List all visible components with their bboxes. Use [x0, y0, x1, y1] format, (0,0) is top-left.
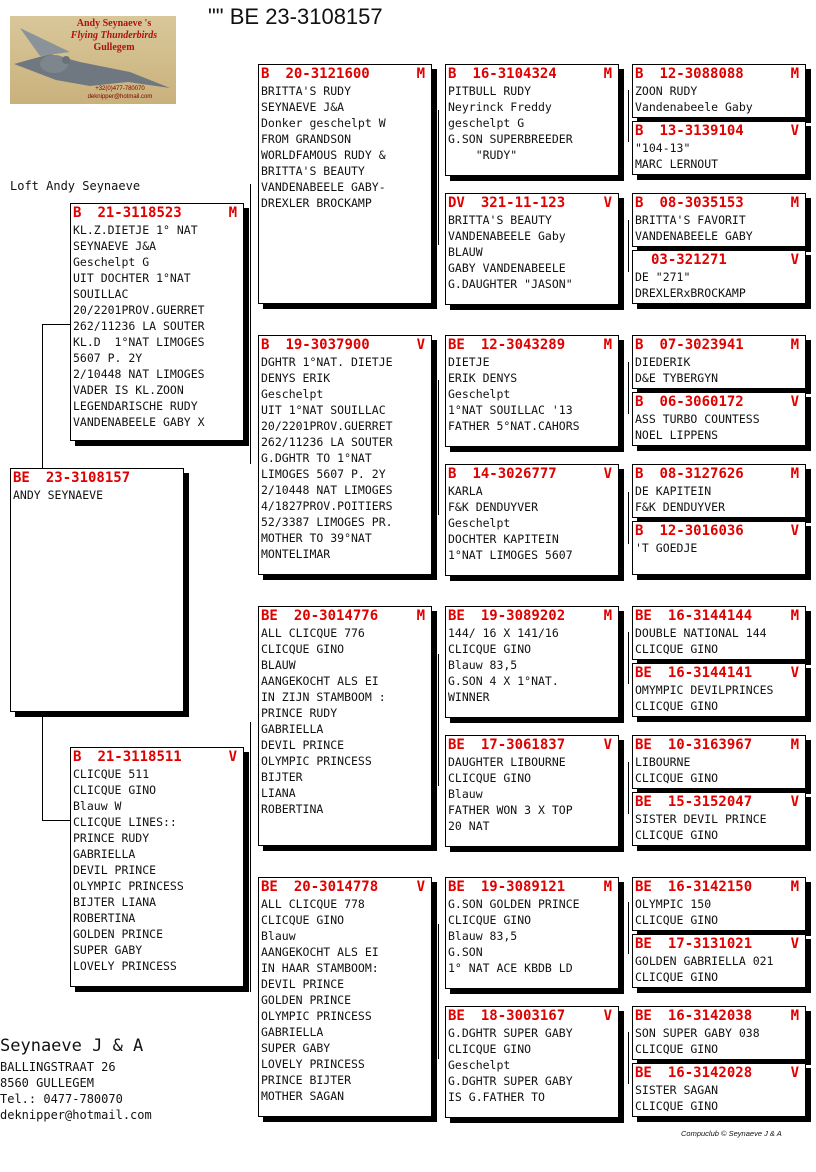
card-line: G.DGHTR TO 1°NAT [261, 451, 372, 465]
card-line: BLAUW [448, 245, 483, 259]
ring-number: 19-3089121 [480, 879, 566, 895]
connector [250, 184, 251, 464]
pedigree-card-g1-3 [258, 606, 432, 846]
owner-phone: Tel.: 0477-780070 [0, 1092, 123, 1106]
card-line: CLICQUE GINO [635, 699, 719, 713]
sex-code: M [603, 879, 612, 895]
connector [42, 324, 70, 325]
card-line: DENYS ERIK [261, 371, 331, 385]
ring-prefix: BE [635, 794, 652, 810]
logo-phone: +32(0)477-780070 [95, 86, 145, 92]
card-line: KL.Z.DIETJE 1° NAT [73, 223, 198, 237]
card-line: Geschelpt [448, 516, 511, 530]
owner-city: 8560 GULLEGEM [0, 1076, 94, 1090]
ring-prefix: B [635, 337, 644, 353]
ring-number: 16-3144141 [667, 665, 753, 681]
card-line: DREXLERxBROCKAMP [635, 286, 746, 300]
connector [250, 722, 251, 992]
card-line: CLICQUE GINO [635, 913, 719, 927]
ring-number: 21-3118523 [97, 205, 182, 221]
card-line: ALL CLICQUE 776 [261, 626, 365, 640]
card-line: MOTHER TO 39°NAT [261, 531, 372, 545]
card-line: Blauw [261, 929, 296, 943]
card-line: KARLA [448, 484, 483, 498]
ring-number: 321-11-123 [480, 195, 566, 211]
connector [628, 1032, 629, 1084]
ring-prefix: B [448, 466, 457, 482]
connector [438, 654, 439, 786]
card-line: MARC LERNOUT [635, 157, 719, 171]
card-line: CLICQUE GINO [73, 783, 157, 797]
card-line: ROBERTINA [73, 911, 136, 925]
sex-code: V [790, 665, 799, 681]
pedigree-card-g3-5 [632, 335, 806, 389]
card-line: UIT DOCHTER 1°NAT [73, 271, 191, 285]
ring-number: 16-3142028 [667, 1065, 753, 1081]
card-line: 144/ 16 X 141/16 [448, 626, 559, 640]
card-line: VANDENABEELE Gaby [448, 229, 566, 243]
connector [42, 712, 43, 820]
card-line: GABRIELLA [261, 1025, 324, 1039]
ring-prefix: B [261, 337, 270, 353]
card-line: G.SON [448, 945, 483, 959]
sex-code: V [790, 936, 799, 952]
sex-code: M [790, 879, 799, 895]
pedigree-card-g3-10 [632, 663, 806, 717]
card-line: LOVELY PRINCESS [261, 1057, 365, 1071]
card-line: DIEDERIK [635, 355, 691, 369]
connector [438, 110, 439, 245]
card-line: D&E TYBERGYN [635, 371, 719, 385]
ring-prefix: BE [448, 337, 465, 353]
card-line: 1° NAT ACE KBDB LD [448, 961, 573, 975]
card-line: DE "271" [635, 270, 691, 284]
ring-number: 12-3088088 [659, 66, 744, 82]
card-line: geschelpt G [448, 116, 525, 130]
card-line: 1°NAT SOUILLAC '13 [448, 403, 573, 417]
logo-text-3: Gullegem [93, 42, 135, 53]
card-line: 2/10448 NAT LIMOGES [261, 483, 393, 497]
card-line: WORLDFAMOUS RUDY & [261, 148, 386, 162]
owner-name: Seynaeve J & A [0, 1036, 144, 1056]
card-line: ANDY SEYNAEVE [13, 488, 104, 502]
ring-prefix: B [635, 195, 644, 211]
pedigree-card-subject [10, 468, 184, 712]
ring-number: 03-321271 [651, 252, 727, 268]
card-line: IS G.FATHER TO [448, 1090, 545, 1104]
card-line: CLICQUE GINO [635, 642, 719, 656]
ring-prefix: BE [635, 665, 652, 681]
card-line: 2/10448 NAT LIMOGES [73, 367, 205, 381]
card-line: PITBULL RUDY [448, 84, 532, 98]
ring-number: 23-3108157 [45, 470, 131, 486]
card-line: CLICQUE GINO [635, 771, 719, 785]
card-line: OLYMPIC 150 [635, 897, 712, 911]
footer-credit: Compuclub © Seynaeve J & A [681, 1129, 782, 1138]
card-line: DEVIL PRINCE [261, 738, 345, 752]
card-line: ROBERTINA [261, 802, 324, 816]
sex-code: V [603, 1008, 612, 1024]
card-line: 5607 P. 2Y [73, 351, 143, 365]
card-line: DOUBLE NATIONAL 144 [635, 626, 767, 640]
connector [42, 820, 70, 821]
card-line: IN HAAR STAMBOOM: [261, 961, 379, 975]
card-line: OLYMPIC PRINCESS [73, 879, 184, 893]
ring-number: 19-3089202 [480, 608, 566, 624]
card-line: 1°NAT LIMOGES 5607 [448, 548, 573, 562]
ring-prefix: BE [635, 1008, 652, 1024]
card-line: KL.D 1°NAT LIMOGES [73, 335, 205, 349]
card-line: Blauw 83,5 [448, 929, 518, 943]
card-line: CLICQUE GINO [448, 642, 532, 656]
card-line: FATHER 5°NAT.CAHORS [448, 419, 580, 433]
connector [628, 762, 629, 814]
card-line: DEVIL PRINCE [261, 977, 345, 991]
sex-code: V [790, 123, 799, 139]
pedigree-card-g3-7 [632, 464, 806, 518]
loft-label: Loft Andy Seynaeve [10, 179, 141, 193]
sex-code: V [603, 195, 612, 211]
card-line: G.DAUGHTER "JASON" [448, 277, 573, 291]
card-line: Blauw W [73, 799, 122, 813]
ring-number: 06-3060172 [659, 394, 744, 410]
ring-number: 20-3014778 [293, 879, 379, 895]
owner-street: BALLINGSTRAAT 26 [0, 1060, 116, 1074]
ring-number: 16-3142038 [667, 1008, 753, 1024]
ring-prefix: B [635, 466, 644, 482]
card-line: SEYNAEVE J&A [261, 100, 345, 114]
card-line: LIANA [261, 786, 296, 800]
sex-code: M [790, 1008, 799, 1024]
ring-number: 16-3104324 [472, 66, 557, 82]
pedigree-card-g3-4 [632, 250, 806, 304]
ring-prefix: B [73, 205, 82, 221]
pedigree-card-g1-2 [258, 335, 432, 575]
card-line: AANGEKOCHT ALS EI [261, 674, 379, 688]
connector [628, 492, 629, 544]
ring-prefix: BE [13, 470, 30, 486]
pedigree-card-g3-13 [632, 877, 806, 931]
sex-code: V [603, 737, 612, 753]
ring-number: 10-3163967 [667, 737, 753, 753]
card-line: CLICQUE LINES:: [73, 815, 177, 829]
card-line: AANGEKOCHT ALS EI [261, 945, 379, 959]
card-line: F&K DENDUYVER [635, 500, 726, 514]
card-line: G.DGHTR SUPER GABY [448, 1026, 573, 1040]
card-line: CLICQUE GINO [448, 913, 532, 927]
connector [438, 380, 439, 515]
pedigree-card-dam [70, 747, 244, 987]
sex-code: M [416, 66, 425, 82]
ring-number: 15-3152047 [667, 794, 753, 810]
card-line: Donker geschelpt W [261, 116, 386, 130]
card-line: BRITTA'S BEAUTY [448, 213, 552, 227]
pedigree-card-g3-16 [632, 1063, 806, 1117]
pedigree-card-g1-4 [258, 877, 432, 1117]
card-line: G.SON 4 X 1°NAT. [448, 674, 559, 688]
card-line: ASS TURBO COUNTESS [635, 412, 760, 426]
card-line: VANDENABEELE GABY [635, 229, 753, 243]
card-line: CLICQUE GINO [261, 642, 345, 656]
card-line: CLICQUE GINO [635, 1099, 719, 1113]
card-line: Blauw 83,5 [448, 658, 518, 672]
card-line: G.SON SUPERBREEDER [448, 132, 573, 146]
ring-number: 18-3003167 [480, 1008, 566, 1024]
card-line: BRITTA'S BEAUTY [261, 164, 365, 178]
card-line: DOCHTER KAPITEIN [448, 532, 559, 546]
ring-prefix: B [635, 66, 644, 82]
card-line: BLAUW [261, 658, 296, 672]
card-line: ALL CLICQUE 778 [261, 897, 365, 911]
ring-number: 20-3014776 [293, 608, 379, 624]
ring-prefix: B [261, 66, 270, 82]
card-line: CLICQUE GINO [448, 771, 532, 785]
ring-prefix: BE [261, 879, 278, 895]
logo-email: deknipper@hotmail.com [87, 94, 153, 100]
ring-prefix: BE [448, 879, 465, 895]
card-line: DAUGHTER LIBOURNE [448, 755, 566, 769]
card-line: GABRIELLA [73, 847, 136, 861]
ring-number: 08-3127626 [659, 466, 744, 482]
card-line: SOUILLAC [73, 287, 129, 301]
pedigree-card-g3-9 [632, 606, 806, 660]
sex-code: M [790, 337, 799, 353]
pedigree-card-g3-8 [632, 521, 806, 575]
connector [628, 362, 629, 414]
card-line: "104-13" [635, 141, 691, 155]
card-line: Geschelpt [448, 387, 511, 401]
card-line: GOLDEN PRINCE [73, 927, 164, 941]
sex-code: V [603, 466, 612, 482]
card-line: DEVIL PRINCE [73, 863, 157, 877]
card-line: Geschelpt [448, 1058, 511, 1072]
card-line: CLICQUE GINO [448, 1042, 532, 1056]
ring-prefix: BE [635, 737, 652, 753]
card-line: CLICQUE GINO [635, 970, 719, 984]
sex-code: V [790, 394, 799, 410]
card-line: GOLDEN PRINCE [261, 993, 352, 1007]
pedigree-card-g3-15 [632, 1006, 806, 1060]
ring-prefix: BE [635, 879, 652, 895]
card-line: 20/2201PROV.GUERRET [73, 303, 205, 317]
card-line: Blauw [448, 787, 483, 801]
sex-code: M [790, 737, 799, 753]
ring-prefix: DV [448, 195, 465, 211]
card-line: CLICQUE GINO [635, 1042, 719, 1056]
ring-prefix: BE [635, 1065, 652, 1081]
card-line: FATHER WON 3 X TOP [448, 803, 573, 817]
connector [42, 324, 43, 468]
card-line: SEYNAEVE J&A [73, 239, 157, 253]
ring-number: 21-3118511 [97, 749, 182, 765]
sex-code: V [790, 523, 799, 539]
ring-number: 12-3016036 [659, 523, 744, 539]
sex-code: M [790, 466, 799, 482]
pedigree-card-g2-2 [445, 193, 619, 305]
sex-code: M [790, 66, 799, 82]
card-line: 262/11236 LA SOUTER [73, 319, 205, 333]
card-line: 262/11236 LA SOUTER [261, 435, 393, 449]
sex-code: V [416, 337, 425, 353]
card-line: IN ZIJN STAMBOOM : [261, 690, 386, 704]
ring-number: 16-3142150 [667, 879, 753, 895]
ring-prefix: B [635, 123, 644, 139]
card-line: "RUDY" [448, 148, 518, 162]
card-line: DGHTR 1°NAT. DIETJE [261, 355, 393, 369]
card-line: OMYMPIC DEVILPRINCES [635, 683, 774, 697]
ring-prefix: BE [635, 936, 652, 952]
connector [628, 902, 629, 954]
card-line: G.DGHTR SUPER GABY [448, 1074, 573, 1088]
card-line: DE KAPITEIN [635, 484, 712, 498]
card-line: VANDENABEELE GABY- [261, 180, 386, 194]
pedigree-card-g2-8 [445, 1006, 619, 1118]
card-line: SISTER DEVIL PRINCE [635, 812, 767, 826]
card-line: 20 NAT [448, 819, 490, 833]
ring-prefix: BE [261, 608, 278, 624]
pedigree-card-g1-1 [258, 64, 432, 304]
card-line: UIT 1°NAT SOUILLAC [261, 403, 386, 417]
connector [628, 632, 629, 684]
card-line: VANDENABEELE GABY X [73, 415, 205, 429]
ring-number: 19-3037900 [285, 337, 370, 353]
card-line: VADER IS KL.ZOON [73, 383, 184, 397]
ring-prefix: B [635, 523, 644, 539]
card-line: OLYMPIC PRINCESS [261, 1009, 372, 1023]
ring-number: 12-3043289 [480, 337, 566, 353]
logo-text-1: Andy Seynaeve 's [76, 18, 152, 29]
connector [628, 90, 629, 142]
sex-code: V [790, 794, 799, 810]
ring-number: 17-3131021 [667, 936, 753, 952]
card-line: GABY VANDENABEELE [448, 261, 566, 275]
ring-prefix: BE [448, 737, 465, 753]
pedigree-card-sire [70, 203, 244, 441]
sex-code: V [790, 252, 799, 268]
sex-code: M [603, 66, 612, 82]
sex-code: M [603, 608, 612, 624]
ring-number: 07-3023941 [659, 337, 744, 353]
pedigree-card-g3-2 [632, 121, 806, 175]
sex-code: M [228, 205, 237, 221]
pedigree-card-g2-1 [445, 64, 619, 176]
card-line: LIMOGES 5607 P. 2Y [261, 467, 386, 481]
card-line: BIJTER [261, 770, 303, 784]
sex-code: M [790, 608, 799, 624]
card-line: BIJTER LIANA [73, 895, 157, 909]
card-line: PRINCE RUDY [73, 831, 150, 845]
pedigree-card-g3-12 [632, 792, 806, 846]
card-line: SUPER GABY [261, 1041, 331, 1055]
card-line: 4/1827PROV.POITIERS [261, 499, 393, 513]
ring-number: 20-3121600 [285, 66, 370, 82]
ring-prefix: BE [635, 608, 652, 624]
card-line: OLYMPIC PRINCESS [261, 754, 372, 768]
pedigree-card-g2-7 [445, 877, 619, 989]
card-line: LEGENDARISCHE RUDY [73, 399, 198, 413]
connector [438, 924, 439, 1059]
card-line: SISTER SAGAN [635, 1083, 719, 1097]
card-line: ERIK DENYS [448, 371, 518, 385]
card-line: BRITTA'S RUDY [261, 84, 352, 98]
card-line: MOTHER SAGAN [261, 1089, 345, 1103]
sex-code: M [790, 195, 799, 211]
card-line: DREXLER BROCKAMP [261, 196, 372, 210]
ring-prefix: BE [448, 608, 465, 624]
card-line: 52/3387 LIMOGES PR. [261, 515, 393, 529]
sex-code: M [416, 608, 425, 624]
card-line: FROM GRANDSON [261, 132, 352, 146]
card-line: MONTELIMAR [261, 547, 331, 561]
ring-number: 14-3026777 [472, 466, 557, 482]
pedigree-card-g2-4 [445, 464, 619, 576]
owner-email: deknipper@hotmail.com [0, 1108, 152, 1122]
card-line: WINNER [448, 690, 490, 704]
ring-prefix: B [73, 749, 82, 765]
sex-code: V [790, 1065, 799, 1081]
card-line: Vandenabeele Gaby [635, 100, 753, 114]
card-line: G.SON GOLDEN PRINCE [448, 897, 580, 911]
ring-number: 13-3139104 [659, 123, 744, 139]
card-line: CLICQUE GINO [261, 913, 345, 927]
ring-prefix: B [635, 394, 644, 410]
card-line: DIETJE [448, 355, 490, 369]
card-line: Geschelpt G [73, 255, 150, 269]
pedigree-card-g2-5 [445, 606, 619, 718]
pedigree-card-g3-3 [632, 193, 806, 247]
page-title: "" BE 23-3108157 [208, 4, 383, 29]
sex-code: V [416, 879, 425, 895]
card-line: SUPER GABY [73, 943, 143, 957]
card-line: 'T GOEDJE [635, 541, 698, 555]
sex-code: V [228, 749, 237, 765]
loft-logo [10, 16, 176, 104]
card-line: F&K DENDUYVER [448, 500, 539, 514]
pedigree-card-g3-1 [632, 64, 806, 118]
card-line: 20/2201PROV.GUERRET [261, 419, 393, 433]
card-line: Neyrinck Freddy [448, 100, 552, 114]
card-line: GABRIELLA [261, 722, 324, 736]
logo-text-2: Flying Thunderbirds [70, 30, 158, 41]
card-line: ZOON RUDY [635, 84, 698, 98]
pedigree-card-g3-6 [632, 392, 806, 446]
ring-number: 08-3035153 [659, 195, 744, 211]
card-line: GOLDEN GABRIELLA 021 [635, 954, 774, 968]
card-line: NOEL LIPPENS [635, 428, 719, 442]
pedigree-card-g3-14 [632, 934, 806, 988]
ring-number: 16-3144144 [667, 608, 753, 624]
card-line: Geschelpt [261, 387, 324, 401]
card-line: LOVELY PRINCESS [73, 959, 177, 973]
card-line: PRINCE RUDY [261, 706, 338, 720]
ring-number: 17-3061837 [480, 737, 566, 753]
pedigree-card-g2-6 [445, 735, 619, 847]
pedigree-card-g3-11 [632, 735, 806, 789]
card-line: SON SUPER GABY 038 [635, 1026, 760, 1040]
card-line: PRINCE BIJTER [261, 1073, 352, 1087]
sex-code: M [603, 337, 612, 353]
ring-prefix: B [448, 66, 457, 82]
pedigree-card-g2-3 [445, 335, 619, 447]
card-line: LIBOURNE [635, 755, 691, 769]
card-line: CLICQUE 511 [73, 767, 150, 781]
card-line: CLICQUE GINO [635, 828, 719, 842]
connector [628, 220, 629, 272]
card-line: BRITTA'S FAVORIT [635, 213, 746, 227]
ring-prefix: BE [448, 1008, 465, 1024]
